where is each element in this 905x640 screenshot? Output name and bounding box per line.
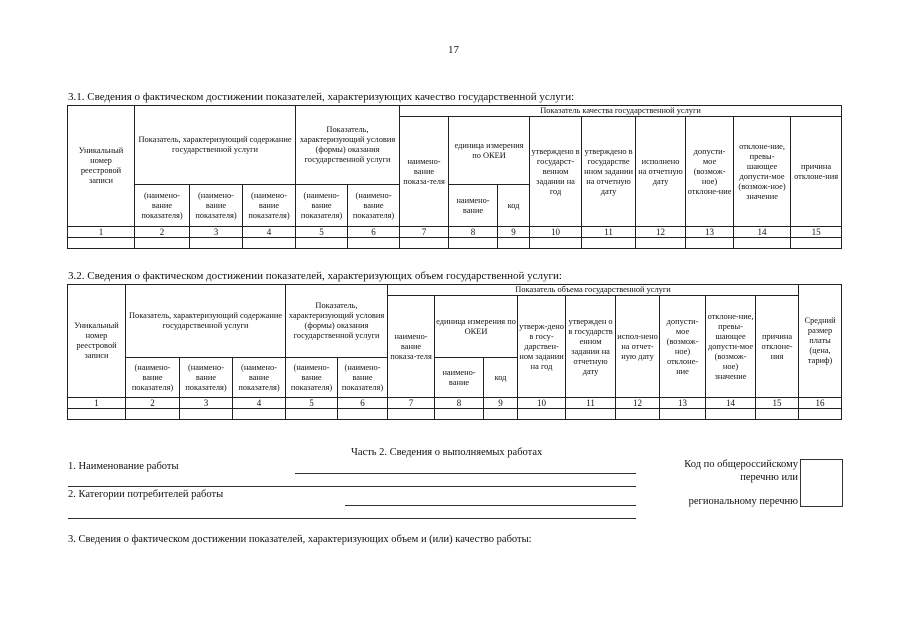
sub-unit-name: наимено-вание — [435, 358, 484, 398]
registry-code-line-1: Код по общероссийскому — [684, 459, 798, 470]
col-number: 5 — [296, 227, 348, 238]
col-number: 13 — [686, 227, 734, 238]
column-numbers-row — [68, 227, 842, 238]
col-number: 10 — [530, 227, 582, 238]
sub-indicator-name: (наимено-вание показателя) — [348, 185, 400, 227]
col-service-conditions: Показатель, характеризующий условия (формы) оказания государственной услуги — [296, 106, 400, 185]
sub-unit-name: наимено-вание — [449, 185, 498, 227]
col-number: 3 — [190, 227, 243, 238]
col-volume-indicator: Показатель объема государственной услуги — [388, 285, 799, 296]
col-number: 1 — [68, 227, 135, 238]
sub-unit-code: код — [484, 358, 518, 398]
col-exceeding-deviation: отклоне-ние, превы-шающее допусти-мое (возмож-ное) значение — [734, 117, 791, 227]
col-number: 10 — [518, 398, 566, 409]
col-executed: испол-нено на отчет-ную дату — [616, 296, 660, 398]
col-number: 6 — [348, 227, 400, 238]
part2-title: Часть 2. Сведения о выполняемых работах — [351, 447, 543, 458]
col-quality-indicator: Показатель качества государственной услуги — [400, 106, 842, 117]
sub-indicator-name: (наимено-вание показателя) — [126, 358, 180, 398]
sub-unit-code: код — [498, 185, 530, 227]
col-approved-year: утверж-дено в госу-дарствен-ном задании на год — [518, 296, 566, 398]
col-number: 3 — [180, 398, 233, 409]
col-number: 13 — [660, 398, 706, 409]
col-number: 9 — [498, 227, 530, 238]
col-unit-okei: единица измерения по ОКЕИ — [435, 296, 518, 358]
sub-indicator-name: (наимено-вание показателя) — [180, 358, 233, 398]
sub-indicator-name: (наимено-вание показателя) — [190, 185, 243, 227]
column-numbers-row — [68, 398, 842, 409]
col-allowed-deviation: допусти-мое (возмож-ное) отклоне-ние — [686, 117, 734, 227]
col-approved-date: утверждено в государстве нном задании на отчетную дату — [582, 117, 636, 227]
registry-code-line-3: региональному перечню — [688, 496, 798, 507]
col-number: 11 — [582, 227, 636, 238]
work-name-line-2 — [68, 486, 636, 487]
col-number: 11 — [566, 398, 616, 409]
registry-code-line-2: перечню или — [740, 472, 798, 483]
col-number: 8 — [435, 398, 484, 409]
col-service-conditions: Показатель, характеризующий условия (формы) оказания государственной услуги — [286, 285, 388, 358]
consumer-categories-label: 2. Категории потребителей работы — [68, 489, 224, 500]
col-number: 9 — [484, 398, 518, 409]
col-unique-record: Уникальный номер реестровой записи — [68, 285, 126, 398]
col-number: 1 — [68, 398, 126, 409]
work-name-label: 1. Наименование работы — [68, 461, 179, 472]
col-deviation-reason: причина отклоне-ния — [791, 117, 842, 227]
sub-indicator-name: (наимено-вание показателя) — [233, 358, 286, 398]
registry-code-box[interactable] — [800, 459, 843, 507]
col-number: 2 — [135, 227, 190, 238]
col-unique-record: Уникальный номер реестровой записи — [68, 106, 135, 227]
col-executed: исполнено на отчетную дату — [636, 117, 686, 227]
col-service-content: Показатель, характеризующий содержание государственной услуги — [135, 106, 296, 185]
col-deviation-reason: причина отклоне-ния — [756, 296, 799, 398]
col-number: 4 — [243, 227, 296, 238]
col-number: 14 — [734, 227, 791, 238]
col-number: 8 — [449, 227, 498, 238]
col-number: 7 — [388, 398, 435, 409]
work-indicators-heading: 3. Сведения о фактическом достижении показателей, характеризующих объем и (или) качество работы: — [68, 534, 532, 545]
col-number: 5 — [286, 398, 338, 409]
col-indicator-name: наимено-вание показа-теля — [388, 296, 435, 398]
col-number: 12 — [636, 227, 686, 238]
page-number: 17 — [448, 44, 459, 56]
work-name-line — [295, 473, 636, 474]
sub-indicator-name: (наимено-вание показателя) — [135, 185, 190, 227]
col-number: 4 — [233, 398, 286, 409]
section-3-1-heading: 3.1. Сведения о фактическом достижении показателей, характеризующих качество государственной услуги: — [68, 91, 575, 103]
col-allowed-deviation: допусти-мое (возмож-ное) отклоне-ние — [660, 296, 706, 398]
col-number: 12 — [616, 398, 660, 409]
col-average-price: Средний размер платы (цена, тариф) — [799, 285, 842, 398]
col-number: 6 — [338, 398, 388, 409]
section-3-2-heading: 3.2. Сведения о фактическом достижении показателей, характеризующих объем государственной услуги: — [68, 270, 562, 282]
col-exceeding-deviation: отклоне-ние, превы-шающее допусти-мое (возмож-ное) значение — [706, 296, 756, 398]
consumer-categories-line — [345, 505, 636, 506]
sub-indicator-name: (наимено-вание показателя) — [243, 185, 296, 227]
registry-code-label — [640, 458, 798, 508]
col-number: 14 — [706, 398, 756, 409]
col-approved-date: утвержден о в государств енном задании на отчетную дату — [566, 296, 616, 398]
quality-table — [67, 105, 842, 249]
col-indicator-name: наимено-вание показа-теля — [400, 117, 449, 227]
volume-table — [67, 284, 842, 420]
sub-indicator-name: (наимено-вание показателя) — [338, 358, 388, 398]
col-number: 15 — [791, 227, 842, 238]
col-number: 2 — [126, 398, 180, 409]
sub-indicator-name: (наимено-вание показателя) — [286, 358, 338, 398]
empty-data-row — [68, 409, 842, 420]
sub-indicator-name: (наимено-вание показателя) — [296, 185, 348, 227]
col-number: 16 — [799, 398, 842, 409]
col-service-content: Показатель, характеризующий содержание государственной услуги — [126, 285, 286, 358]
col-unit-okei: единица измерения по ОКЕИ — [449, 117, 530, 185]
consumer-categories-line-2 — [68, 518, 636, 519]
empty-data-row — [68, 238, 842, 249]
col-approved-year: утверждено в государст-венном задании на год — [530, 117, 582, 227]
col-number: 15 — [756, 398, 799, 409]
col-number: 7 — [400, 227, 449, 238]
